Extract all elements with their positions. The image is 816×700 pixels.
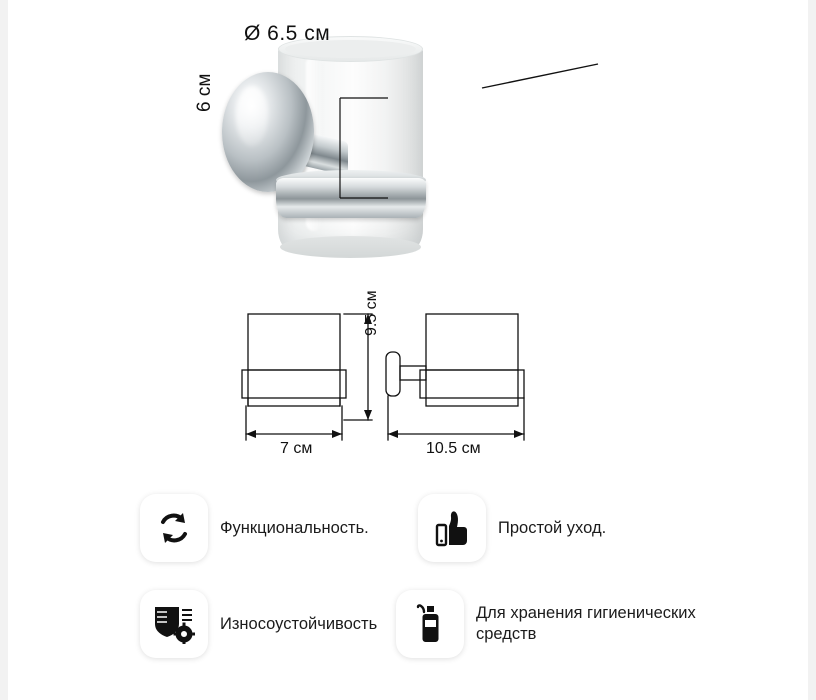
feature-item — [396, 590, 726, 658]
bottle-icon — [396, 590, 464, 658]
technical-drawing — [218, 300, 598, 470]
page-left-rail — [0, 0, 8, 700]
width-label-105cm: 10.5 см — [426, 440, 481, 457]
tumbler-holder-photo — [128, 8, 528, 288]
feature-item — [418, 494, 606, 562]
thumbs-up-icon — [418, 494, 486, 562]
height-dimension-6cm — [334, 94, 392, 202]
feature-item — [140, 590, 377, 658]
height-label-95cm: 9.5 см — [363, 290, 380, 336]
plate-height-label: 6 см — [194, 73, 215, 112]
page-right-rail — [808, 0, 816, 700]
shield-gear-icon — [140, 590, 208, 658]
feature-item — [140, 494, 369, 562]
feature-label: Простой уход. — [498, 518, 607, 537]
width-label-7cm: 7 см — [280, 440, 313, 457]
feature-list — [128, 490, 748, 680]
feature-label: Для хранения гигиенических средств — [476, 604, 696, 643]
feature-label: Износоустойчивость — [220, 614, 378, 633]
glass-bottom — [280, 236, 421, 258]
feature-label: Функциональность. — [220, 518, 369, 537]
diameter-leader-line — [480, 62, 608, 92]
refresh-cycle-icon — [140, 494, 208, 562]
page-content — [8, 0, 808, 700]
technical-drawing-svg — [218, 300, 598, 470]
diameter-label: Ø 6.5 см — [244, 22, 331, 45]
chrome-plate-sheen — [236, 86, 268, 146]
